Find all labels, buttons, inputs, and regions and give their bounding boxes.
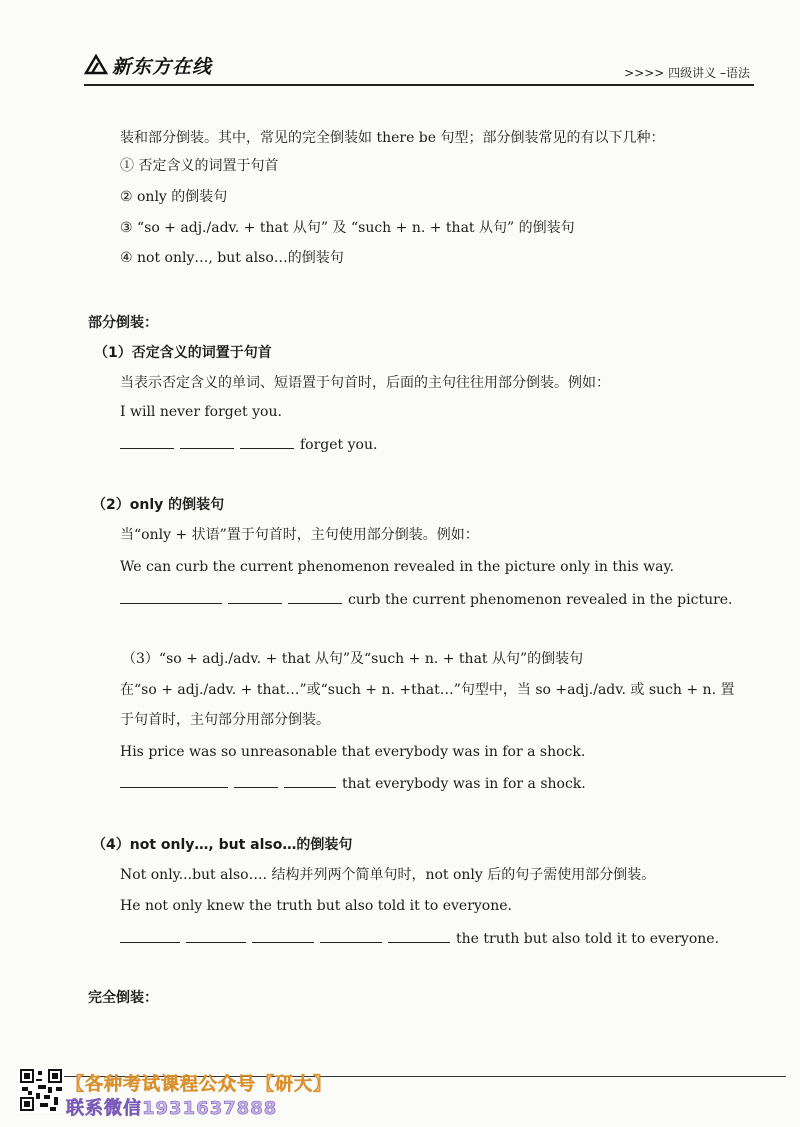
answer-blank[interactable]	[288, 590, 342, 604]
answer-blank[interactable]	[186, 929, 246, 943]
s3-desc-1: 在“so + adj./adv. + that…”或“such + n. +that…”句型中，当 so +adj./adv. 或 such + n. 置	[120, 682, 735, 698]
section-title: >>>> 四级讲义 –语法	[624, 66, 750, 80]
s3-exercise	[120, 774, 586, 793]
s1-desc: 当表示否定含义的单词、短语置于句首时，后面的主句往往用部分倒装。例如：	[120, 375, 610, 391]
s4-example: He not only knew the truth but also told it to everyone.	[120, 898, 512, 914]
answer-blank[interactable]	[120, 435, 174, 449]
answer-blank[interactable]	[252, 929, 314, 943]
s1-example: I will never forget you.	[120, 404, 282, 420]
s3-example: His price was so unreasonable that everybody was in for a shock.	[120, 744, 586, 760]
exercise-text: the truth but also told it to everyone.	[456, 931, 720, 947]
exercise-text: that everybody was in for a shock.	[342, 776, 586, 792]
s4-exercise	[120, 929, 719, 948]
intro-item-4: ④ not only…, but also…的倒装句	[120, 250, 344, 266]
intro-item-3: ③ “so + adj./adv. + that 从句” 及 “such + n. + that 从句” 的倒装句	[120, 220, 575, 236]
answer-blank[interactable]	[320, 929, 382, 943]
s3-desc-2: 于句首时，主句部分用部分倒装。	[120, 712, 330, 728]
partial-heading: 部分倒装：	[88, 315, 158, 331]
s1-heading: （1）否定含义的词置于句首	[94, 345, 272, 361]
answer-blank[interactable]	[240, 435, 294, 449]
qr-code-icon	[18, 1067, 64, 1113]
s3-heading: （3）“so + adj./adv. + that 从句”及“such + n. + that 从句”的倒装句	[122, 651, 584, 667]
intro-line: 装和部分倒装。其中，常见的完全倒装如 there be 句型；部分倒装常见的有以下几种：	[120, 130, 665, 146]
s4-desc: Not only...but also…. 结构并列两个简单句时，not only 后的句子需使用部分倒装。	[120, 867, 656, 883]
logo-mark-icon	[84, 53, 108, 77]
answer-blank[interactable]	[284, 774, 336, 788]
s2-desc: 当“only + 状语”置于句首时，主句使用部分倒装。例如：	[120, 527, 479, 543]
intro-item-1: ① 否定含义的词置于句首	[120, 158, 279, 174]
answer-blank[interactable]	[120, 774, 228, 788]
exercise-text: forget you.	[300, 437, 378, 453]
s1-exercise	[120, 435, 377, 454]
answer-blank[interactable]	[180, 435, 234, 449]
s2-exercise	[120, 590, 733, 609]
full-heading: 完全倒装：	[88, 990, 158, 1006]
logo-text: 新东方在线	[112, 55, 213, 78]
s2-heading: （2）only 的倒装句	[92, 497, 225, 513]
intro-item-2: ② only 的倒装句	[120, 189, 228, 205]
header-divider	[84, 84, 754, 86]
promo-banner-line-1: 【各种考试课程公众号【研大】	[66, 1074, 332, 1095]
exercise-text: curb the current phenomenon revealed in the picture.	[348, 592, 733, 608]
answer-blank[interactable]	[120, 590, 222, 604]
answer-blank[interactable]	[228, 590, 282, 604]
s2-example: We can curb the current phenomenon revealed in the picture only in this way.	[120, 559, 674, 575]
answer-blank[interactable]	[388, 929, 450, 943]
answer-blank[interactable]	[120, 929, 180, 943]
brand-logo	[84, 50, 212, 80]
s4-heading: （4）not only…, but also…的倒装句	[92, 837, 353, 853]
answer-blank[interactable]	[234, 774, 278, 788]
promo-banner-line-2: 联系微信1931637888	[66, 1098, 278, 1119]
